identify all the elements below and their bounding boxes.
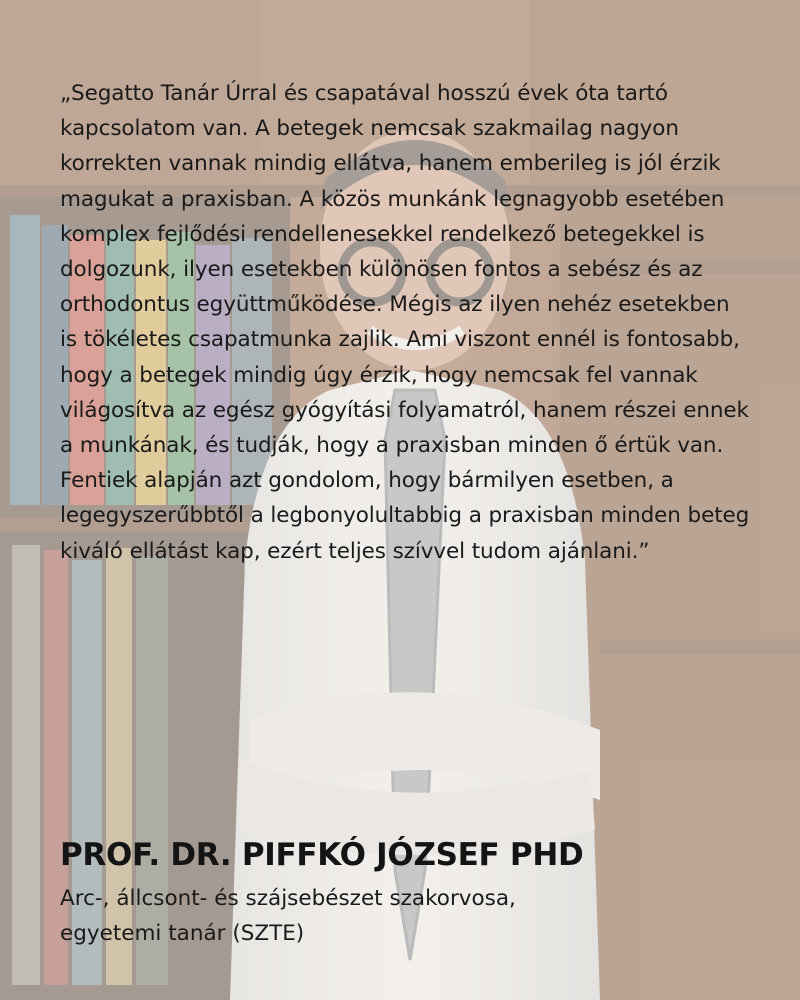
author-role-line-2: egyetemi tanár (SZTE) [60, 921, 305, 946]
testimonial-quote: „Segatto Tanár Úrral és csapatával hosszú évek óta tartó kapcsolatom van. A betegek nemcsak szakmailag nagyon korrekten vannak mindig ellátva, hanem emberileg is jól érzik magukat a praxisban. A közös munkánk legnagyobb esetében komplex fejlődési rendellenesekkel rendelkező betegekkel is dolgozunk, ilyen esetekben különösen fontos a sebész és az orthodontus együttműködése. Mégis az ilyen nehéz esetekben is tökéletes csapatmunka zajlik. Ami viszont ennél is fontosabb, hogy a betegek mindig úgy érzik, hogy nemcsak fel vannak világosítva az egész gyógyítási folyamatról, hanem részei ennek a munkának, és tudják, hogy a praxisban minden ő értük van. Fentiek alapján azt gondolom, hogy bármilyen esetben, a legegyszerűbbtől a legbonyolultabbig a praxisban minden beteg kiváló ellátást kap, ezért teljes szívvel tudom ajánlani.” [60, 81, 750, 564]
author-role [60, 881, 700, 951]
author-name: PROF. DR. PIFFKÓ JÓZSEF PHD [60, 837, 584, 873]
author-role-line-1: Arc-, állcsont- és szájsebészet szakorvosa, [60, 886, 516, 911]
